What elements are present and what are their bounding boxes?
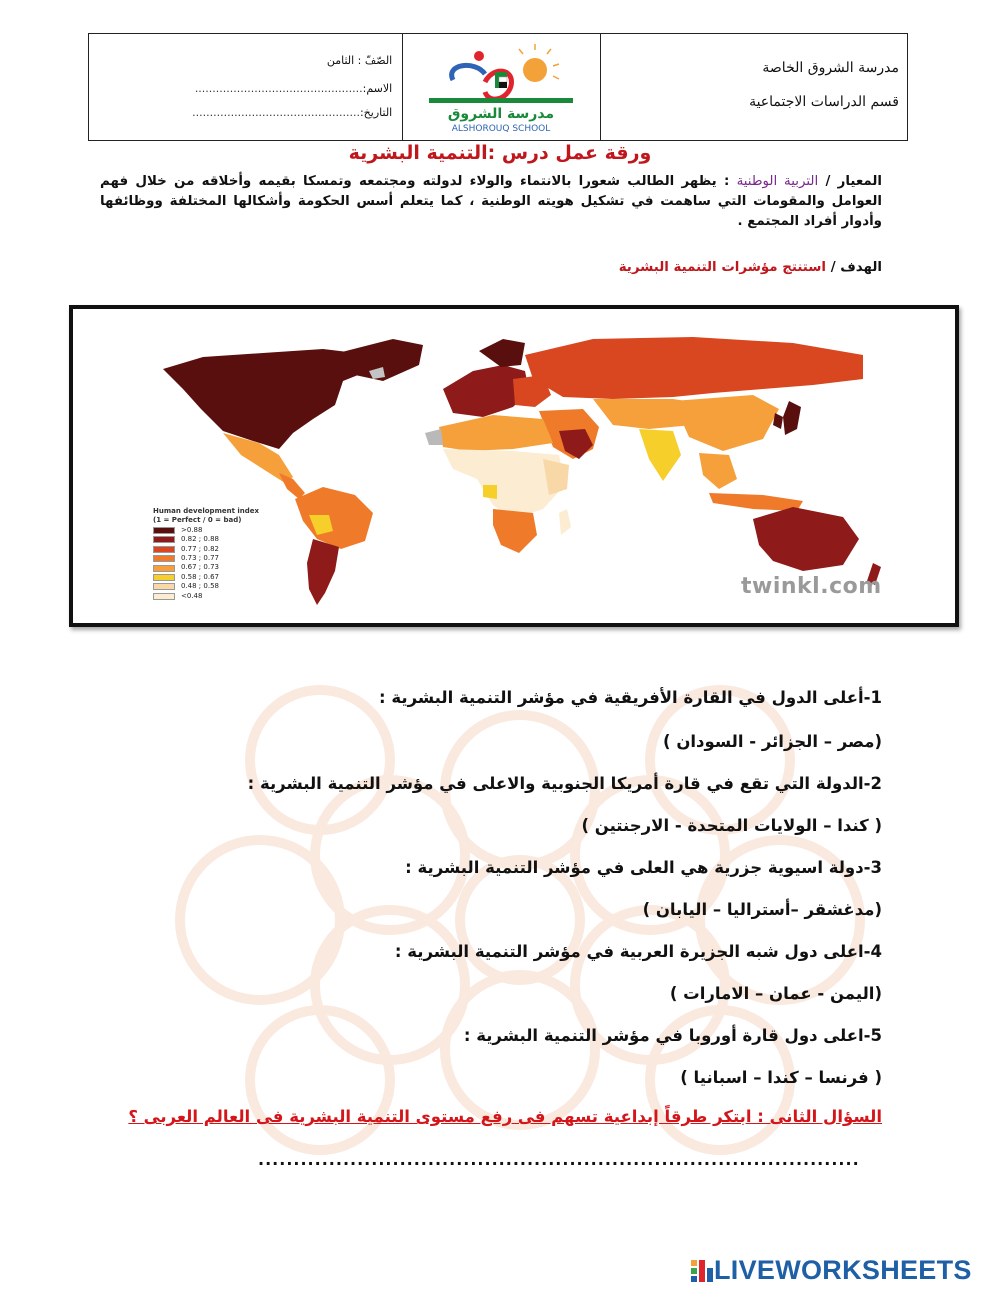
logo-sun-icon (519, 44, 559, 82)
question-2: 2-الدولة التي تقع في قارة أمريكا الجنوبية والاعلى في مؤشر التنمية البشرية : (247, 774, 882, 793)
legend-row (153, 554, 259, 563)
logo-cell (403, 34, 601, 140)
legend-label: 0.77 ; 0.82 (181, 544, 219, 553)
name-label: الاسم: (362, 82, 393, 95)
legend-label: 0.48 ; 0.58 (181, 582, 219, 591)
department-name: قسم الدراسات الاجتماعية (749, 94, 899, 110)
map-china (673, 395, 779, 451)
logo-text-ar: مدرسة الشروق (448, 106, 555, 122)
standard-label: المعيار / (825, 174, 882, 189)
legend-label: 0.73 ; 0.77 (181, 554, 219, 563)
school-info-cell (601, 34, 907, 140)
legend-label: 0.82 ; 0.88 (181, 535, 219, 544)
twinkl-brand: twinkl.com (741, 574, 882, 599)
answer-options-5[interactable]: ( فرنسا – كندا – اسبانيا ) (680, 1068, 882, 1087)
question-4: 4-اعلى دول شبه الجزيرة العربية في مؤشر التنمية البشرية : (394, 942, 882, 961)
legend-row (153, 582, 259, 591)
map-africa-central (443, 449, 565, 519)
map-africa-south (493, 509, 537, 553)
name-field[interactable] (195, 82, 392, 95)
legend-row (153, 563, 259, 572)
date-label: التاريخ: (359, 106, 393, 119)
question-5: 5-اعلى دول قارة أوروبا في مؤشر التنمية البشرية : (463, 1026, 882, 1045)
grade-label: الصّفّ : الثامن (326, 54, 393, 67)
goal-text: استنتج مؤشرات التنمية البشرية (618, 260, 827, 275)
answer-options-2[interactable]: ( كندا – الولايات المتحدة - الارجنتين ) (581, 816, 882, 835)
answer-options-1[interactable]: (مصر – الجزائر - السودان ) (663, 732, 882, 751)
legend-swatch (153, 593, 175, 600)
question-3: 3-دولة اسيوية جزرية هي العلى في مؤشر التنمية البشرية : (405, 858, 882, 877)
map-north-america (163, 349, 373, 449)
legend-swatch (153, 546, 175, 553)
header-table (88, 33, 908, 141)
legend-swatch (153, 574, 175, 581)
date-dots: ................................................ (192, 106, 360, 119)
legend-row (153, 592, 259, 601)
legend-subtitle: (1 = Perfect / 0 = bad) (153, 516, 242, 525)
school-name: مدرسة الشروق الخاصة (762, 60, 899, 76)
legend-row (153, 545, 259, 554)
map-south-america-north (295, 487, 373, 549)
standard-text: : يظهر الطالب شعورا بالانتماء والولاء لدولته ومجتمعه وتمسكا بقيمه وأخلاقه من خلال فهم العوامل والمقومات التي ساهمت في تشكيل هويته الوطنية ، كما يتعلم أسس الحكومة وأشكالها المختلفة ووظائفها وأدوار أفراد المجتمع . (100, 174, 882, 229)
logo-text-en: ALSHOROUQ SCHOOL (451, 124, 551, 134)
map-madagascar (559, 509, 571, 535)
answer-options-3[interactable]: (مدغشقر –أستراليا – اليابان ) (642, 900, 882, 919)
answer-options-4[interactable]: (اليمن - عمان – الامارات ) (669, 984, 882, 1003)
question-1: 1-أعلى الدول في القارة الأفريقية في مؤشر التنمية البشرية : (379, 688, 882, 707)
standard-subject: التربية الوطنية (736, 174, 819, 189)
date-field[interactable] (192, 106, 392, 119)
liveworksheets-brand[interactable] (690, 1255, 972, 1286)
legend-swatch (153, 565, 175, 572)
legend-swatch (153, 527, 175, 534)
map-no-data-west-sahara (425, 429, 443, 445)
legend-label: <0.48 (181, 591, 203, 600)
legend-swatch (153, 536, 175, 543)
legend-label: 0.67 ; 0.73 (181, 563, 219, 572)
student-info-cell (89, 34, 403, 140)
page-title: ورقة عمل درس :التنمية البشرية (348, 142, 652, 164)
goal-line (619, 260, 882, 275)
liveworksheets-logo-icon (690, 1258, 714, 1284)
map-australia (753, 507, 859, 571)
school-logo (415, 42, 587, 134)
question-second: السؤال الثانى : ابتكر طرقاً إبداعية تسهم فى رفع مستوى التنمية البشرية فى العالم العربى ؟ (128, 1107, 882, 1126)
goal-label: الهدف / (830, 260, 882, 275)
legend-row (153, 526, 259, 535)
map-southeast-asia (699, 453, 737, 489)
map-scandinavia (479, 339, 525, 367)
legend-swatch (153, 583, 175, 590)
legend-label: 0.58 ; 0.67 (181, 572, 219, 581)
legend-row (153, 535, 259, 544)
legend-label: >0.88 (181, 525, 203, 534)
name-dots: ................................................ (194, 82, 363, 95)
standard-paragraph (100, 172, 882, 232)
map-argentina-chile (307, 539, 339, 605)
map-north-africa (439, 415, 553, 451)
hdi-map-frame (69, 305, 959, 627)
map-gabon (483, 485, 497, 499)
legend-title: Human development index (153, 507, 260, 515)
legend-row (153, 573, 259, 582)
answer-line[interactable]: ..................................................................................... (258, 1150, 860, 1169)
liveworksheets-text: LIVEWORKSHEETS (714, 1255, 972, 1285)
map-india (639, 429, 681, 481)
map-russia (525, 337, 863, 399)
legend-swatch (153, 555, 175, 562)
map-japan (783, 401, 801, 435)
map-legend (153, 507, 259, 601)
